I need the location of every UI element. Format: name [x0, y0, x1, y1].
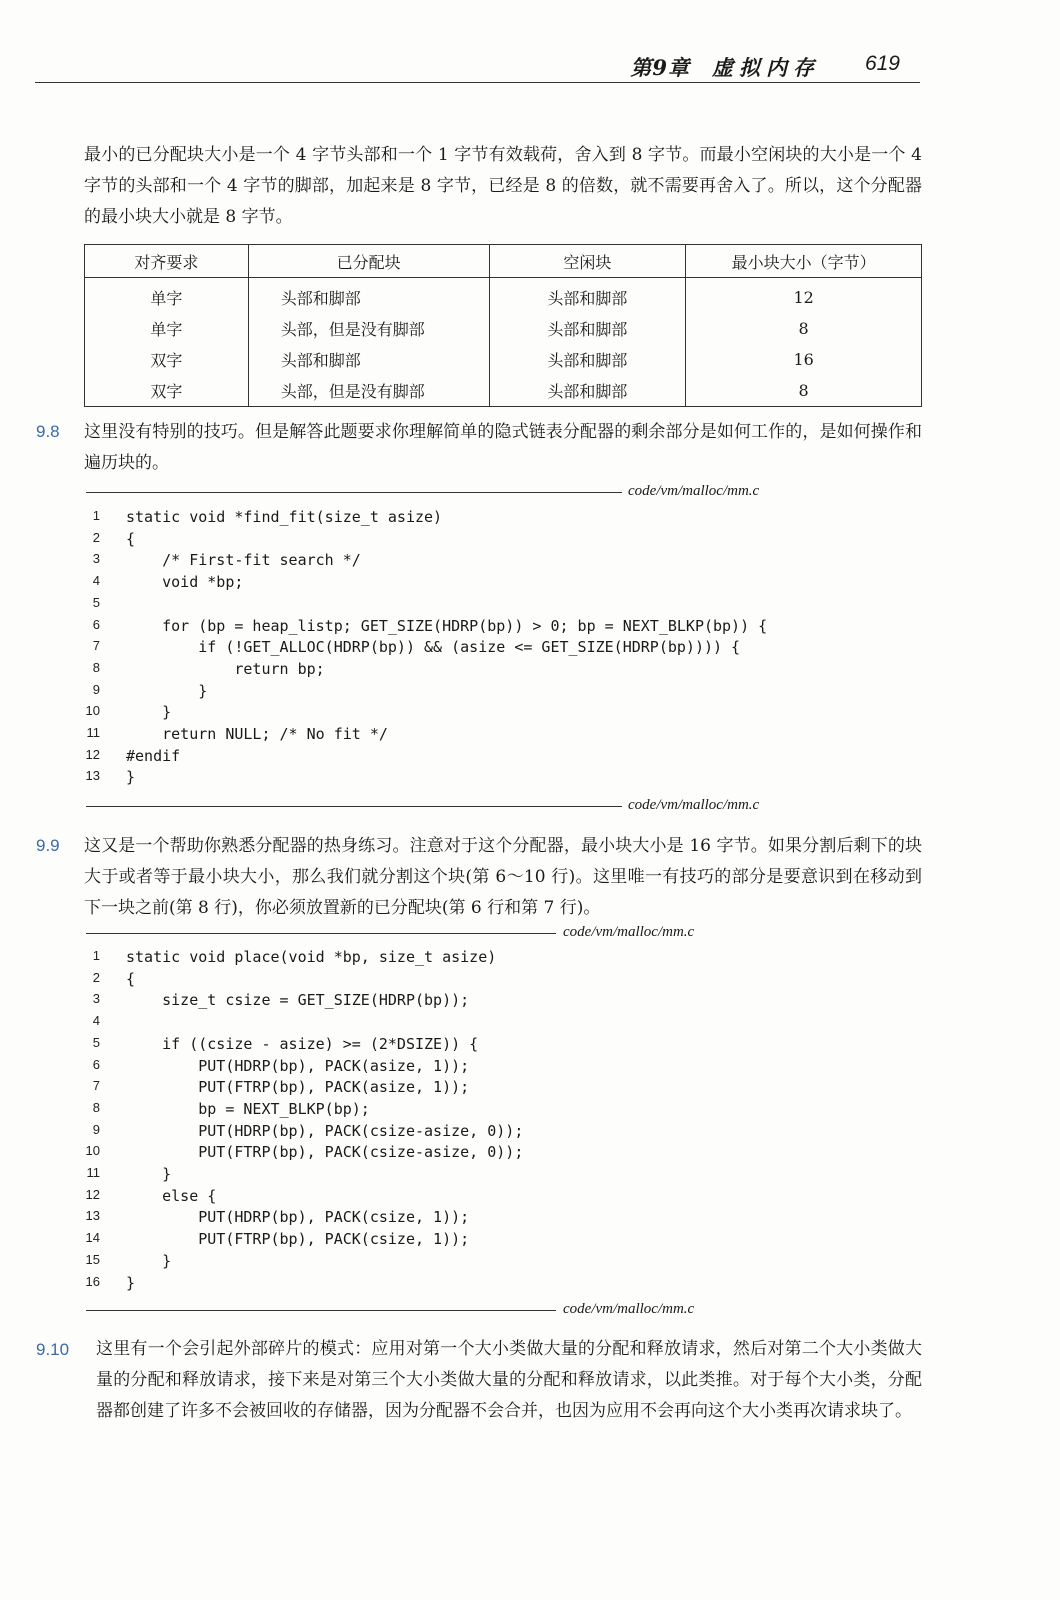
question-number-9-8: 9.8	[36, 422, 60, 441]
line-number: 7	[92, 638, 100, 654]
code-line	[84, 1274, 844, 1296]
line-number: 6	[92, 616, 100, 632]
code-line	[84, 948, 844, 970]
code-file-path: code/vm/malloc/mm.c	[563, 924, 695, 940]
chapter-label: 第9章	[630, 55, 690, 80]
line-number: 1	[92, 948, 100, 963]
answer-9-10-text: 这里有一个会引起外部碎片的模式：应用对第一个大小类做大量的分配和释放请求，然后对第二个大小类做大量的分配和释放请求，接下来是对第三个大小类做大量的分配和释放请求，以此类推。对于每个大小类，分配器都创建了许多不会被回收的存储器，因为分配器不会合并，也因为应用不会再向这个大小类再次请求块了。	[96, 1339, 922, 1421]
code-line	[84, 617, 844, 639]
line-number: 9	[92, 1121, 100, 1137]
code-file-path: code/vm/malloc/mm.c	[563, 1301, 695, 1317]
code-text: PUT(FTRP(bp), PACK(csize, 1));	[126, 1230, 470, 1249]
code-line	[84, 1230, 844, 1252]
code-top-rule	[86, 492, 622, 493]
code-text: if (!GET_ALLOC(HDRP(bp)) && (asize <= GET_SIZE(HDRP(bp)))) {	[126, 638, 741, 657]
code-line	[84, 991, 844, 1013]
code-text: {	[126, 529, 136, 548]
table-cell: 双字	[85, 344, 249, 375]
code-text: if ((csize - asize) >= (2*DSIZE)) {	[126, 1034, 479, 1053]
code-line	[84, 1165, 844, 1187]
line-number: 14	[85, 1230, 100, 1246]
answer-9-8-text: 这里没有特别的技巧。但是解答此题要求你理解简单的隐式链表分配器的剩余部分是如何工作的，是如何操作和遍历块的。	[84, 422, 922, 473]
table-cell: 8	[686, 375, 922, 407]
code-file-path: code/vm/malloc/mm.c	[628, 483, 760, 499]
code-text: static void *find_fit(size_t asize)	[126, 508, 443, 526]
line-number: 9	[92, 681, 100, 697]
code-text: size_t csize = GET_SIZE(HDRP(bp));	[126, 991, 470, 1010]
code-line	[84, 660, 844, 682]
line-number: 12	[85, 746, 100, 762]
table-row	[85, 278, 922, 314]
answer-9-9-text: 这又是一个帮助你熟悉分配器的热身练习。注意对于这个分配器，最小块大小是 16 字节。如果分割后剩下的块大于或者等于最小块大小，那么我们就分割这个块(第 6～10 行)。这里唯一有技巧的部分是要意识到在移动到下一块之前(第 8 行)，你必须放置新的已分配块(第 6 行和第 7 行)。	[84, 836, 922, 918]
table-cell: 头部和脚部	[489, 375, 686, 407]
code-line	[84, 1122, 844, 1144]
line-number: 2	[92, 529, 100, 545]
code-text: /* First-fit search */	[126, 551, 361, 570]
table-header: 已分配块	[248, 245, 489, 278]
line-number: 1	[92, 508, 100, 523]
code-text: void *bp;	[126, 573, 244, 592]
code-text: return bp;	[126, 659, 325, 678]
table-cell: 头部，但是没有脚部	[248, 313, 489, 344]
chapter-title: 虚拟内存	[712, 55, 820, 80]
line-number: 6	[92, 1056, 100, 1072]
question-number-9-9: 9.9	[36, 836, 60, 855]
code-line	[84, 1078, 844, 1100]
line-number: 8	[92, 1099, 100, 1115]
code-text: }	[126, 681, 208, 700]
line-number: 10	[85, 1143, 100, 1159]
table-cell: 双字	[85, 375, 249, 407]
line-number: 5	[92, 1034, 100, 1050]
code-text: {	[126, 969, 136, 988]
code-top-rule	[86, 933, 556, 934]
table-row	[85, 344, 922, 375]
table-cell: 头部和脚部	[248, 278, 489, 314]
page-number: 619	[864, 52, 900, 75]
table-header: 空闲块	[489, 245, 686, 278]
running-header	[35, 50, 920, 83]
table-cell: 头部和脚部	[489, 313, 686, 344]
code-text: }	[126, 1251, 172, 1270]
line-number: 3	[92, 551, 100, 567]
code-text: PUT(HDRP(bp), PACK(csize, 1));	[126, 1208, 470, 1227]
code-line	[84, 1100, 844, 1122]
code-line	[84, 1187, 844, 1209]
code-line	[84, 1208, 844, 1230]
code-file-path: code/vm/malloc/mm.c	[628, 797, 760, 813]
table-cell: 单字	[85, 313, 249, 344]
code-text: PUT(HDRP(bp), PACK(csize-asize, 0));	[126, 1121, 524, 1140]
table-header: 最小块大小（字节）	[686, 245, 922, 278]
code-text: }	[126, 1165, 172, 1183]
line-number: 13	[85, 768, 100, 784]
code-text: return NULL; /* No fit */	[126, 725, 388, 743]
line-number: 4	[92, 573, 100, 589]
code-text: else {	[126, 1186, 217, 1205]
table-cell: 头部和脚部	[489, 278, 686, 314]
line-number: 4	[92, 1013, 100, 1029]
line-number: 11	[86, 725, 100, 740]
min-block-size-table	[84, 244, 922, 407]
table-cell: 12	[686, 278, 922, 314]
code-line	[84, 573, 844, 595]
code-line	[84, 970, 844, 992]
code-line	[84, 1035, 844, 1057]
code-line	[84, 508, 844, 530]
line-number: 10	[85, 703, 100, 719]
line-number: 16	[85, 1273, 100, 1289]
code-text: PUT(FTRP(bp), PACK(asize, 1));	[126, 1078, 470, 1097]
code-line	[84, 530, 844, 552]
table-cell: 头部和脚部	[248, 344, 489, 375]
code-line	[84, 1143, 844, 1165]
code-text: }	[126, 703, 172, 722]
table-header-row	[85, 245, 922, 278]
line-number: 12	[85, 1186, 100, 1202]
code-text: for (bp = heap_listp; GET_SIZE(HDRP(bp)) > 0; bp = NEXT_BLKP(bp)) {	[126, 616, 768, 635]
code-line	[84, 725, 844, 747]
code-text: }	[126, 768, 136, 787]
table-cell: 16	[686, 344, 922, 375]
line-number: 13	[85, 1208, 100, 1224]
line-number: 2	[92, 969, 100, 985]
table-row	[85, 375, 922, 407]
line-number: 7	[92, 1078, 100, 1094]
code-line	[84, 703, 844, 725]
code-line	[84, 1013, 844, 1035]
code-line	[84, 747, 844, 769]
code-text: bp = NEXT_BLKP(bp);	[126, 1099, 370, 1118]
intro-paragraph: 最小的已分配块大小是一个 4 字节头部和一个 1 字节有效载荷，舍入到 8 字节。而最小空闲块的大小是一个 4 字节的头部和一个 4 字节的脚部，加起来是 8 字节，已经是 8 的倍数，就不需要再舍入了。所以，这个分配器的最小块大小就是 8 字节。	[84, 145, 922, 227]
code-text: static void place(void *bp, size_t asize)	[126, 948, 497, 966]
line-number: 3	[92, 991, 100, 1007]
question-number-9-10: 9.10	[36, 1340, 70, 1359]
table-cell: 8	[686, 313, 922, 344]
table-row	[85, 313, 922, 344]
line-number: 15	[85, 1251, 100, 1267]
table-header: 对齐要求	[85, 245, 249, 278]
table-cell: 单字	[85, 278, 249, 314]
code-line	[84, 638, 844, 660]
table-cell: 头部和脚部	[489, 344, 686, 375]
line-number: 5	[92, 594, 100, 610]
code-line	[84, 551, 844, 573]
code-text: }	[126, 1273, 136, 1292]
code-line	[84, 1252, 844, 1274]
line-number: 11	[86, 1165, 100, 1180]
table-cell: 头部，但是没有脚部	[248, 375, 489, 407]
code-text: #endif	[126, 746, 181, 765]
code-bottom-rule	[86, 806, 622, 807]
code-line	[84, 1057, 844, 1079]
code-line	[84, 682, 844, 704]
code-line	[84, 595, 844, 617]
line-number: 8	[92, 659, 100, 675]
code-bottom-rule	[86, 1310, 556, 1311]
code-text: PUT(FTRP(bp), PACK(csize-asize, 0));	[126, 1143, 524, 1162]
code-line	[84, 768, 844, 790]
code-text: PUT(HDRP(bp), PACK(asize, 1));	[126, 1056, 470, 1075]
